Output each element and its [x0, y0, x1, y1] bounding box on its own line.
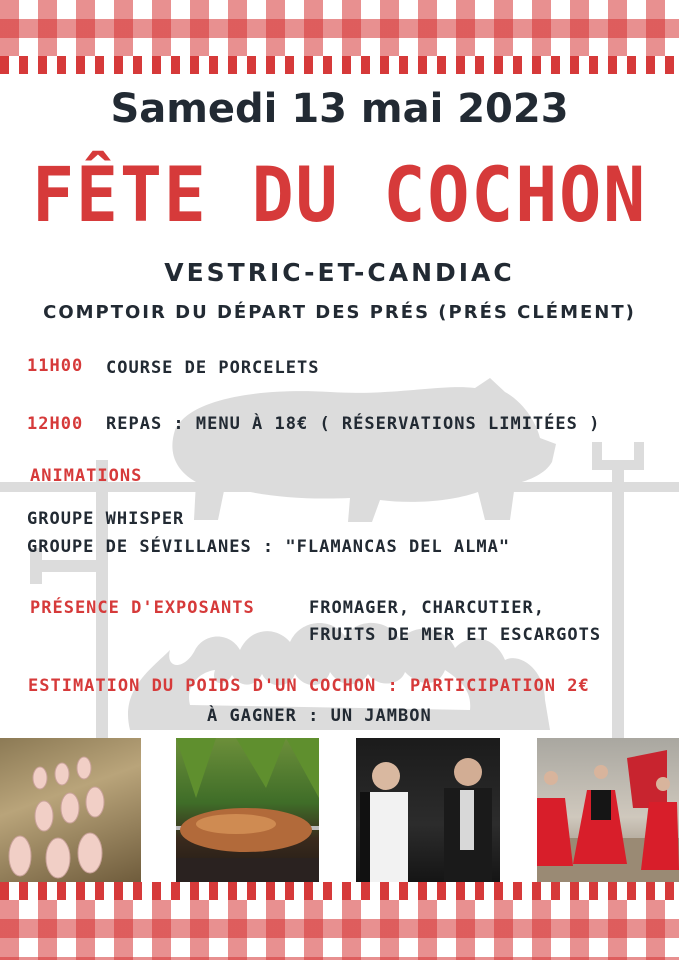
- gingham-bottom-fringe: [0, 882, 679, 900]
- right-post: [612, 460, 624, 740]
- event-date: Samedi 13 mai 2023: [110, 86, 569, 132]
- animations-sevillanes: GROUPE DE SÉVILLANES : "FLAMANCAS DEL ALMA": [27, 537, 511, 557]
- program-time-11h: 11H00: [27, 356, 84, 376]
- photo-singers-whisper: [356, 738, 500, 882]
- event-title: FÊTE DU COCHON: [31, 150, 648, 239]
- animations-whisper: GROUPE WHISPER: [27, 509, 185, 529]
- program-time-12h: 12H00: [27, 414, 84, 434]
- program-item-porcelets: COURSE DE PORCELETS: [106, 358, 320, 378]
- exposants-line-1: FROMAGER, CHARCUTIER,: [309, 598, 545, 618]
- photo-piglets-race: [0, 738, 141, 882]
- program-item-repas: REPAS : MENU À 18€ ( RÉSERVATIONS LIMITÉES ): [106, 414, 601, 434]
- gingham-top-border: [0, 0, 679, 56]
- animations-heading: ANIMATIONS: [30, 466, 143, 486]
- gingham-top-fringe: [0, 56, 679, 74]
- contest-prize: À GAGNER : UN JAMBON: [207, 706, 432, 726]
- event-town: VESTRIC-ET-CANDIAC: [164, 258, 515, 287]
- exposants-heading: PRÉSENCE D'EXPOSANTS: [30, 598, 255, 618]
- event-venue: COMPTOIR DU DÉPART DES PRÉS (PRÉS CLÉMENT): [43, 302, 636, 323]
- pig-silhouette: [172, 378, 556, 522]
- photo-roast-pig: [176, 738, 319, 882]
- gingham-bottom-border: [0, 900, 679, 960]
- exposants-line-2: FRUITS DE MER ET ESCARGOTS: [309, 625, 602, 645]
- contest-estimation: ESTIMATION DU POIDS D'UN COCHON : PARTICIPATION 2€: [28, 676, 590, 696]
- photo-flamenco-dancers: [537, 738, 679, 882]
